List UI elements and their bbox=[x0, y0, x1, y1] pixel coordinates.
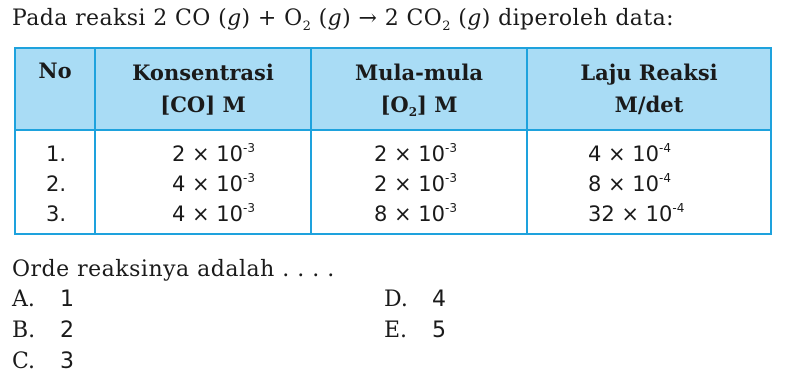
option-letter: C. bbox=[12, 349, 36, 374]
option-value: 5 bbox=[432, 318, 446, 343]
header-reaction-rate: Laju Reaksi M/det bbox=[580, 60, 718, 117]
option-letter: D. bbox=[384, 287, 408, 312]
option-value: 2 bbox=[60, 318, 74, 343]
option-b[interactable] bbox=[12, 318, 74, 343]
rate-value: $32 \times 10^{-4}$ bbox=[588, 201, 685, 226]
rate-value: $4 \times 10^{-4}$ bbox=[588, 141, 671, 166]
co-value: $4 \times 10^{-3}$ bbox=[172, 201, 255, 226]
option-letter: E. bbox=[384, 318, 408, 343]
table-row bbox=[16, 169, 770, 199]
row-number: 3. bbox=[46, 202, 67, 226]
option-d[interactable] bbox=[384, 287, 446, 312]
question-prompt: Orde reaksinya adalah . . . . bbox=[12, 257, 335, 282]
rate-value: $8 \times 10^{-4}$ bbox=[588, 171, 671, 196]
co-value: $2 \times 10^{-3}$ bbox=[172, 141, 255, 166]
option-value: 1 bbox=[60, 287, 74, 312]
row-number: 2. bbox=[46, 172, 67, 196]
co-value: $4 \times 10^{-3}$ bbox=[172, 171, 255, 196]
header-no: No bbox=[38, 58, 72, 83]
option-value: 3 bbox=[60, 349, 74, 374]
table-row bbox=[16, 139, 770, 169]
option-letter: B. bbox=[12, 318, 36, 343]
option-letter: A. bbox=[12, 287, 35, 312]
header-co-concentration: Konsentrasi [CO] M bbox=[132, 60, 274, 117]
o2-value: $8 \times 10^{-3}$ bbox=[374, 201, 457, 226]
option-c[interactable] bbox=[12, 349, 74, 374]
o2-value: $2 \times 10^{-3}$ bbox=[374, 141, 457, 166]
option-a[interactable] bbox=[12, 287, 74, 312]
option-value: 4 bbox=[432, 287, 446, 312]
question-text: Pada reaksi 2 CO $(g) + O_2$ (g) → 2 $CO_2$ (g) diperoleh data: bbox=[12, 6, 674, 34]
header-o2-initial: Mula-mula $[O_2]$ M bbox=[355, 60, 483, 119]
table-row bbox=[16, 199, 770, 229]
o2-value: $2 \times 10^{-3}$ bbox=[374, 171, 457, 196]
option-e[interactable] bbox=[384, 318, 446, 343]
data-table bbox=[14, 47, 772, 235]
row-number: 1. bbox=[46, 142, 67, 166]
